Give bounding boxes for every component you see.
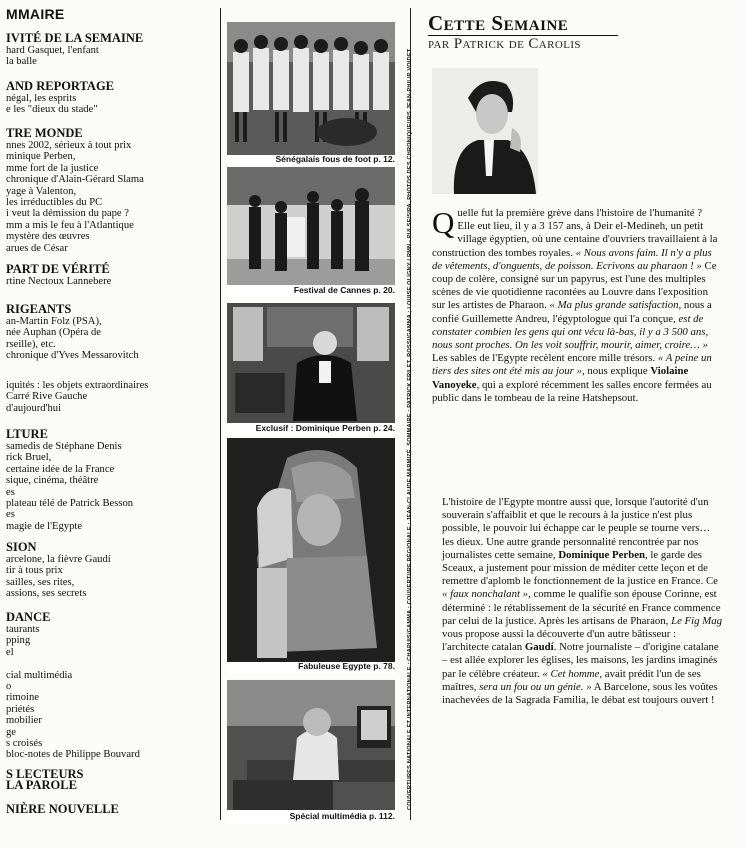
quote-run: est de constater combien les gens qui ont vécu là-bas, il y a 3 500 ans, nous sont proches. On les voit souffrir, mourir, aimer, croire… » [432,312,709,352]
author-portrait [432,68,538,194]
section-entry: sailles, ses rites, [6,576,75,588]
section-entry: es [6,509,15,521]
section-entry: chronique d'Yves Messarovitch [6,350,139,362]
section-entry: e les "dieux du stade" [6,104,98,116]
sommaire-section [6,803,216,816]
text-run: , nous explique [581,365,651,378]
section-heading: LTURE [6,427,48,441]
section-heading: TRE MONDE [6,126,83,140]
section-entry: i veut la démission du pape ? [6,208,129,220]
photo-caption: Festival de Cannes p. 20. [293,285,395,295]
section-entry: mm a mis le feu à l'Atlantique [6,219,134,231]
section-entry: priétés [6,703,35,715]
photo-football-team [227,22,395,155]
photo-senegal [227,22,395,167]
sommaire-title: MMAIRE [6,6,65,22]
section-entry: taurants [6,624,40,635]
section-entry: mobilier [6,715,42,727]
text-run: Les sables de l'Egypte recèlent encore mille trésors. [432,352,658,365]
quote-run: « A peine un tiers des sites ont été mis au jour » [432,352,712,378]
section-entry: el [6,646,14,658]
quote-run: sera un fou ou un génie. » [479,680,592,693]
section-entry: les irréductibles du PC [6,197,103,209]
sommaire-section [6,263,216,287]
sommaire-section [6,32,216,68]
section-heading: PART DE VÉRITÉ [6,262,110,276]
section-entry: s croisés [6,738,43,750]
section-entry: mme fort de la justice [6,162,99,174]
section-entry: nnes 2002, sérieux à tout prix [6,140,132,151]
section-heading: S LECTEURS [6,767,84,781]
photo-multimedia [227,680,395,824]
photo-egypte [227,438,395,674]
section-heading: LA PAROLE [6,778,77,792]
text-run: uelle fut la première grève dans l'histoire de l'humanité ? Elle eut lieu, il y a 3 157 ans, à Deir el-Medineh, un petit village égyptien, où une centaine d'ouvriers travaillaient à la construction des tombes royales. [432,207,718,259]
section-entry: chronique d'Alain-Gérard Slama [6,174,144,186]
section-entry: sique, cinéma, théâtre [6,475,99,487]
edito-header [428,12,728,53]
sommaire-section [6,127,216,254]
section-heading: SION [6,540,37,554]
section-entry: d'aujourd'hui [6,402,62,414]
section-entry: née Auphan (Opéra de [6,327,102,339]
sommaire-column [6,6,216,28]
sommaire-section [6,611,216,761]
section-entry: la balle [6,56,37,68]
section-heading: AND REPORTAGE [6,79,115,93]
sommaire-section [6,80,216,116]
section-heading: IVITÉ DE LA SEMAINE [6,31,144,45]
section-entry: o [6,681,12,693]
quote-run: « Nous avons faim. Il n'y a plus de vêtements, d'onguents, de poisson. Ecrivons au pharaon ! » [432,246,712,272]
name-run: Gaudí [524,641,554,654]
section-entry: es [6,486,15,498]
photo-perben [227,303,395,435]
section-entry: tir à tous prix [6,565,63,577]
text-run: , le garde des Sceaux, a justement pour mission de méditer cette leçon et de remettre d'aplomb le fonctionnement de la justice en France. Ce [442,548,718,588]
section-entry: négal, les esprits [6,93,77,104]
section-entry: mystère des œuvres [6,231,90,243]
edito-paragraph-2 [442,496,724,707]
edito-title: Cette Semaine [428,11,569,35]
photo-caption: Fabuleuse Egypte p. 78. [298,661,395,671]
text-run: vous propose aussi la découverte d'un autre bâtisseur : l'architecte catalan [442,628,677,654]
text-run: , comme le qualifie son épouse Corinne, est déterminé : le rétablissement de la sécurité en France commence par celui de la justice. Après les artisans de Pharaon, [442,588,721,627]
quote-run: « Cet homme, [542,667,605,680]
section-entry: minique Perben, [6,151,76,163]
section-entry: rtine Nectoux Lannebere [6,276,112,287]
sommaire-section [6,541,216,600]
quote-run: Le Fig Mag [671,614,723,627]
section-entry: rick Bruel, [6,452,52,464]
text-run: , qui a exploré récemment les salles encore fermées au public dans le tombeau de la reine Hatshepsout. [432,378,712,404]
text-run: A Barcelone, sous les voûtes inachevées de la Sagrada Familia, le débat est toujours ouvert ! [442,680,718,707]
name-run: Violaine Vanoyeke [432,365,689,391]
section-entry [6,658,216,669]
text-run: nous a confié Guillemette Andreu, l'égyptologue qui l'a conçue, [432,299,712,325]
section-heading: DANCE [6,610,51,624]
photo-child-computer [227,680,395,810]
text-run: . Notre journaliste – d'origine catalane – est allée explorer les églises, les maisons, les jardins imaginés par le célèbre créateur. [442,641,719,680]
photo-egyptian-statue [227,438,395,662]
photo-cannes [227,167,395,297]
text-run: avait prédit l'un de ses maîtres, [442,667,701,693]
section-entry: rimoine [6,692,39,704]
sommaire-section [6,779,216,792]
quote-run: « faux nonchalant » [442,588,529,601]
section-heading: RIGEANTS [6,302,72,316]
sommaire-section [6,303,216,362]
section-entry: pping [6,635,31,647]
section-entry: certaine idée de la France [6,463,115,475]
photo-caption: Spécial multimédia p. 112. [289,811,395,821]
edito-byline: par Patrick de Carolis [428,36,581,52]
photo-caption: Sénégalais fous de foot p. 12. [275,154,395,164]
section-entry: arcelone, la fièvre Gaudí [6,554,111,565]
text-run: Ce coup de colère, consigné sur un papyrus, est l'une des multiples scènes de vie quotidienne racontées au Louvre dans l'exposition sur les artistes de Pharaon. [432,259,717,312]
section-entry: an-Martin Folz (PSA), [6,316,102,327]
text-run: L'histoire de l'Egypte montre aussi que, lorsque l'autorité d'un souverain s'affaiblit et que le recours à la justice n'est plus possible, le pouvoir lui échappe car le peuple se tourne vers… les dieux. Une autre grande personnalité rencontrée par nos journalistes cette semaine, [442,496,711,561]
sommaire-section [6,380,216,414]
photo-caption: Exclusif : Dominique Perben p. 24. [255,423,395,433]
name-run: Dominique Perben [558,548,646,561]
section-entry: samedis de Stéphane Denis [6,441,122,452]
section-entry: iquités : les objets extraordinaires [6,380,149,391]
quote-run: « Ma plus grande satisfaction, [549,299,684,312]
sommaire-section [6,428,216,532]
section-entry: rseille), etc. [6,338,56,350]
section-entry: ge [6,726,16,738]
section-entry: Carré Rive Gauche [6,391,88,403]
section-entry: magie de l'Egypte [6,520,83,532]
photo-perben-office [227,303,395,423]
section-entry: yage à Valenton, [6,185,77,197]
photo-cannes-crowd [227,167,395,285]
section-entry: plateau télé de Patrick Besson [6,498,134,510]
section-entry: bloc-notes de Philippe Bouvard [6,749,140,761]
column-divider [220,8,221,820]
section-entry: hard Gasquet, l'enfant [6,45,99,56]
edito-paragraph-1 [432,207,722,405]
drop-cap: Q [432,205,455,240]
section-entry: cial multimédia [6,669,73,681]
section-entry: arues de César [6,242,68,254]
section-heading: NIÈRE NOUVELLE [6,802,119,816]
photo-credits: COUVERTURES NATIONALE ET INTERNATIONALE : CHAPUIS/GAMMA ; COUVERTURE RÉGIONALE : JEAN-CLAUDE MARMIZÉ. SOMMAIRE : PATRICK FRILET, ROSSI/GAMMA ; LOUISE OLIGNY / RMN - PULSE/SIPA. PHOTOS DES CHRONIQUEURS JEAN-PHILIP VOIDET [407,48,413,810]
section-entry: assions, ses secrets [6,588,87,600]
